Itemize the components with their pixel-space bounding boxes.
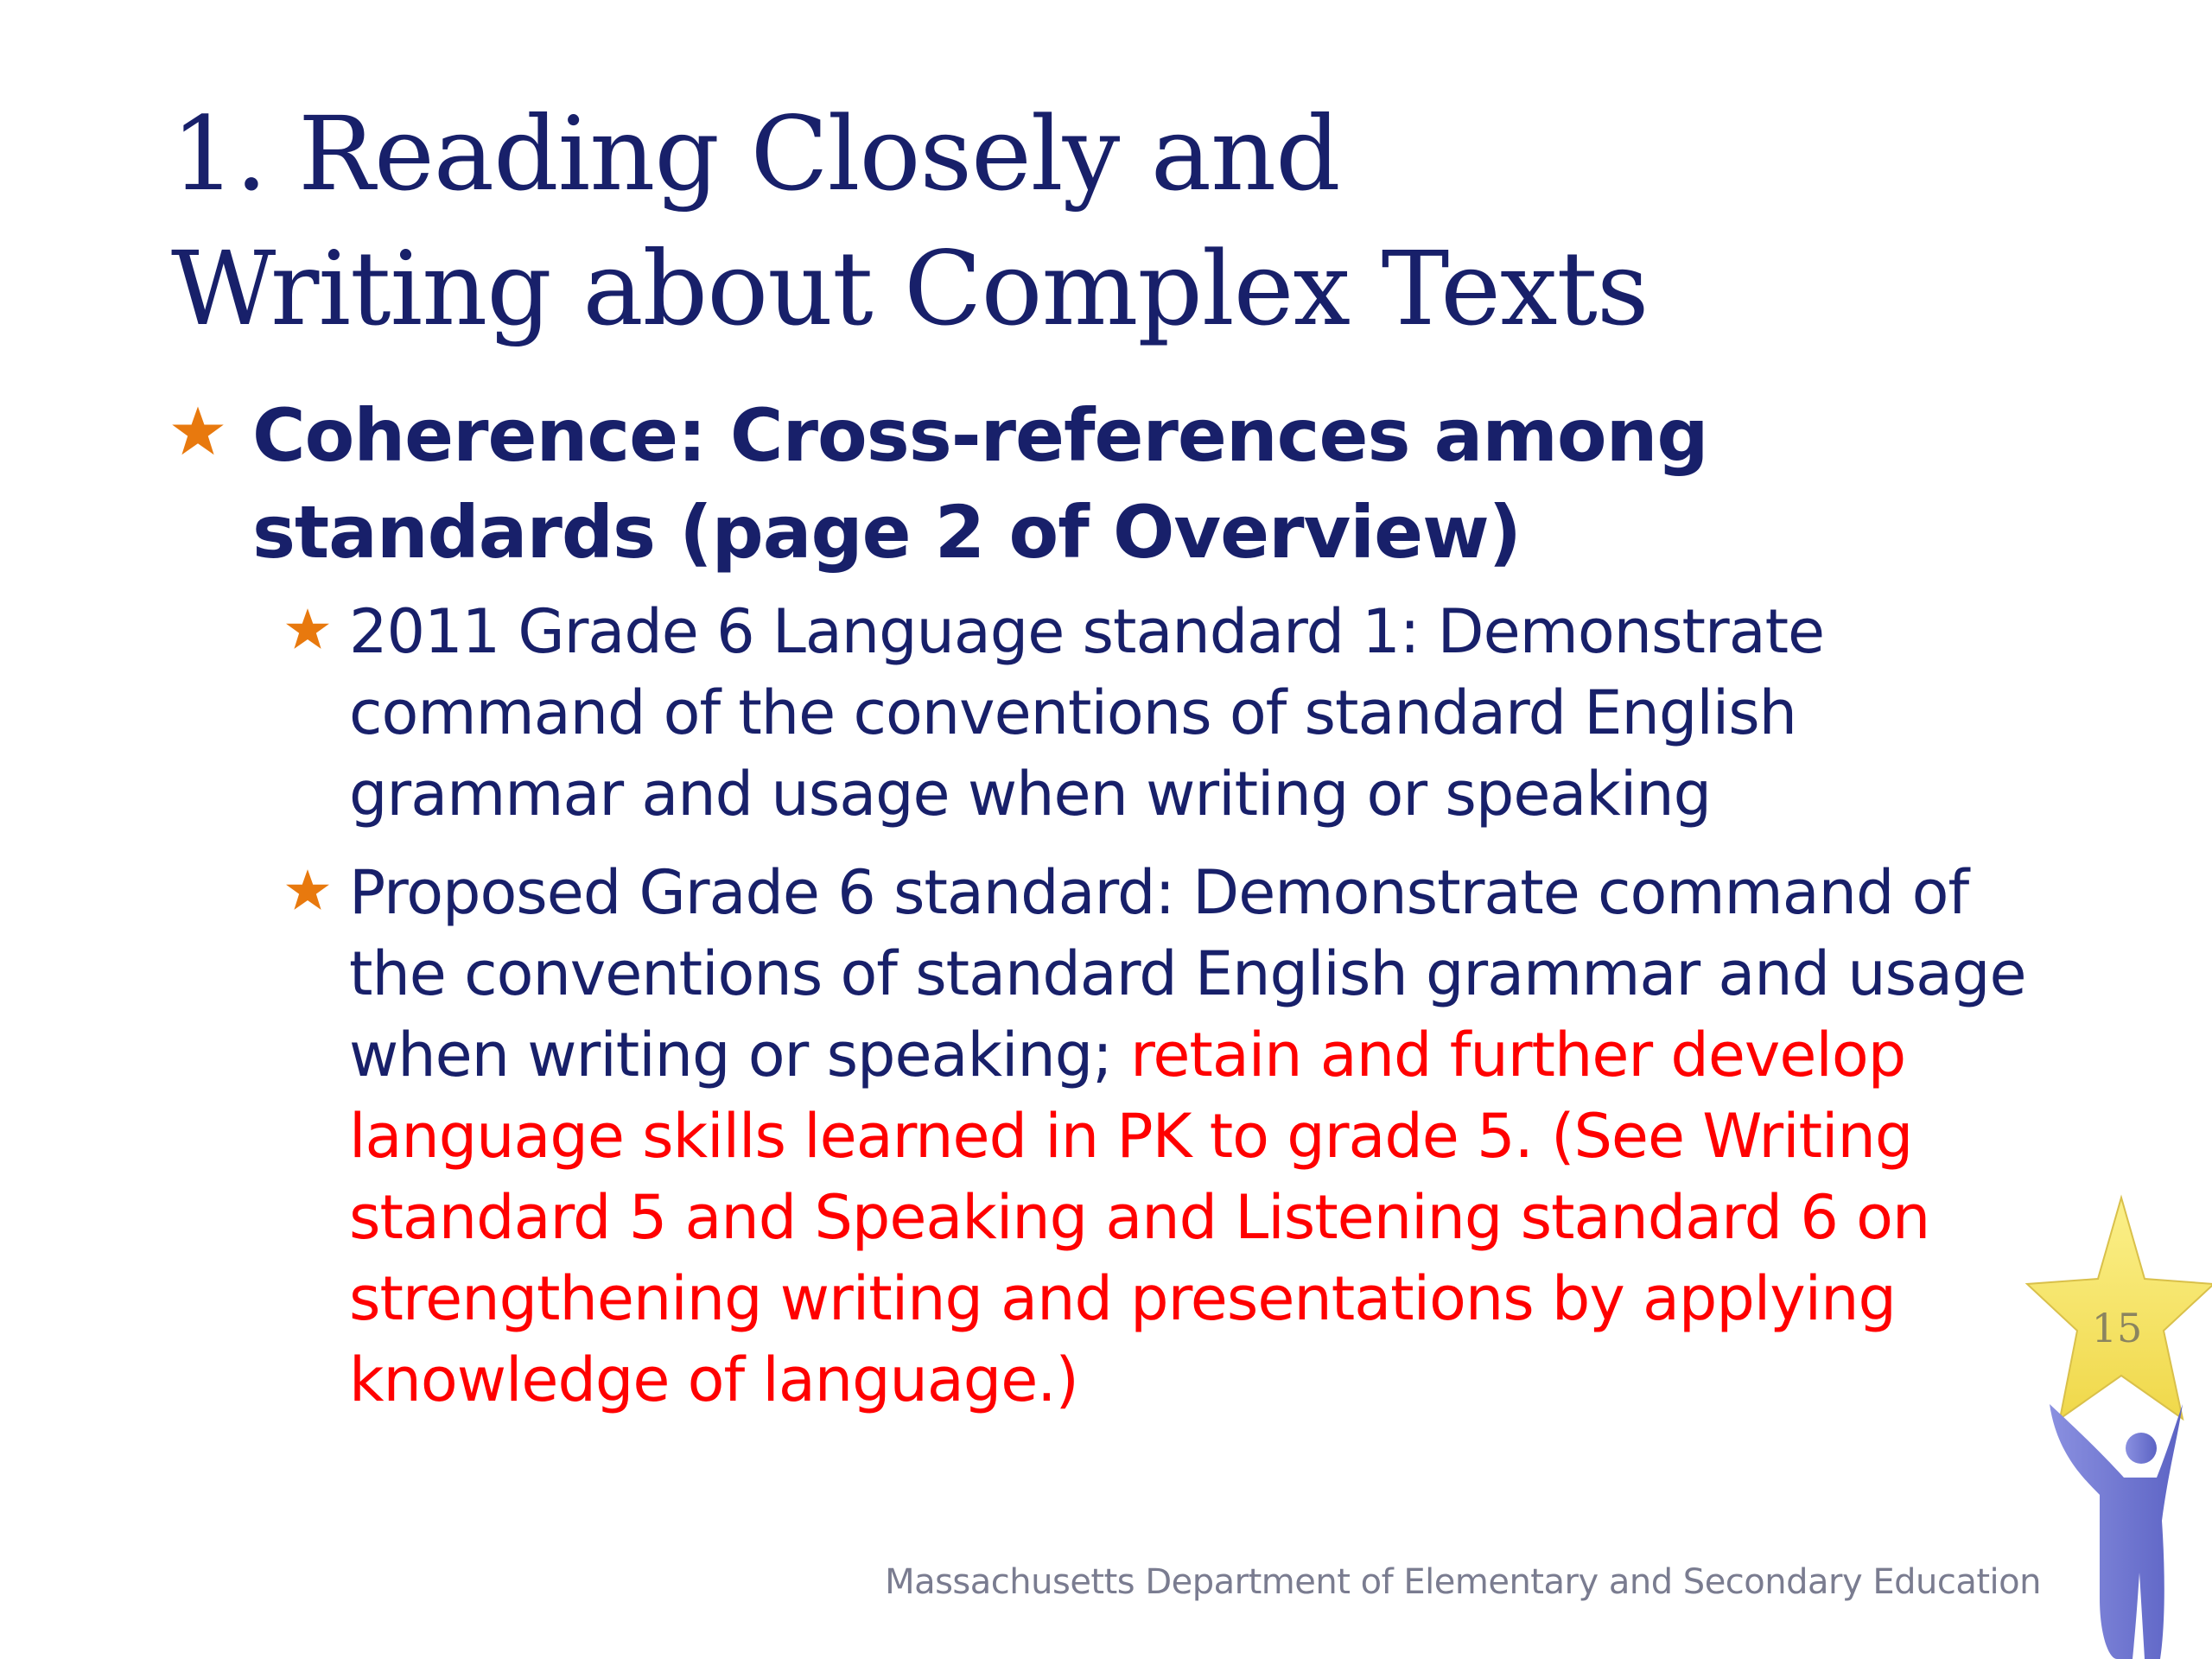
plain-text-segment: when writing or speaking; <box>349 1020 1131 1090</box>
sub-bullet-line-mixed <box>349 1014 2077 1096</box>
sub-bullet-text <box>349 591 2077 835</box>
highlighted-line: language skills learned in PK to grade 5. (See Writing <box>349 1101 1913 1172</box>
main-bullet-line-2: standards (page 2 of Overview) <box>252 490 1522 575</box>
sub-bullet-text <box>349 852 2077 1421</box>
page-number: 15 <box>2091 1305 2143 1351</box>
sub-bullet-line: grammar and usage when writing or speaking <box>349 759 1712 830</box>
star-bullet-icon <box>285 868 330 912</box>
highlighted-line: knowledge of language.) <box>349 1344 1078 1415</box>
sub-bullet-line: command of the conventions of standard English <box>349 677 1797 748</box>
sub-bullet-line: 2011 Grade 6 Language standard 1: Demonstrate <box>349 596 1825 667</box>
main-bullet-text <box>252 387 1980 581</box>
main-bullet-line-1: Coherence: Cross-references among <box>252 393 1708 478</box>
star-bullet-icon <box>285 607 330 652</box>
sub-bullet-line: the conventions of standard English grammar and usage <box>349 938 2026 1009</box>
star-bullet-icon <box>171 404 225 458</box>
slide-title-line-2: Writing about Complex Texts <box>171 229 1649 348</box>
highlighted-text-segment: retain and further develop <box>1130 1020 1906 1090</box>
sub-bullet-line: Proposed Grade 6 standard: Demonstrate command of <box>349 857 1969 928</box>
slide-title-line-1: 1. Reading Closely and <box>171 94 1340 213</box>
highlighted-line: strengthening writing and presentations by applying <box>349 1263 1896 1334</box>
footer-organization: Massachusetts Department of Elementary and Secondary Education <box>885 1562 2041 1602</box>
highlighted-line: standard 5 and Speaking and Listening standard 6 on <box>349 1182 1930 1253</box>
slide-title <box>171 86 2072 356</box>
